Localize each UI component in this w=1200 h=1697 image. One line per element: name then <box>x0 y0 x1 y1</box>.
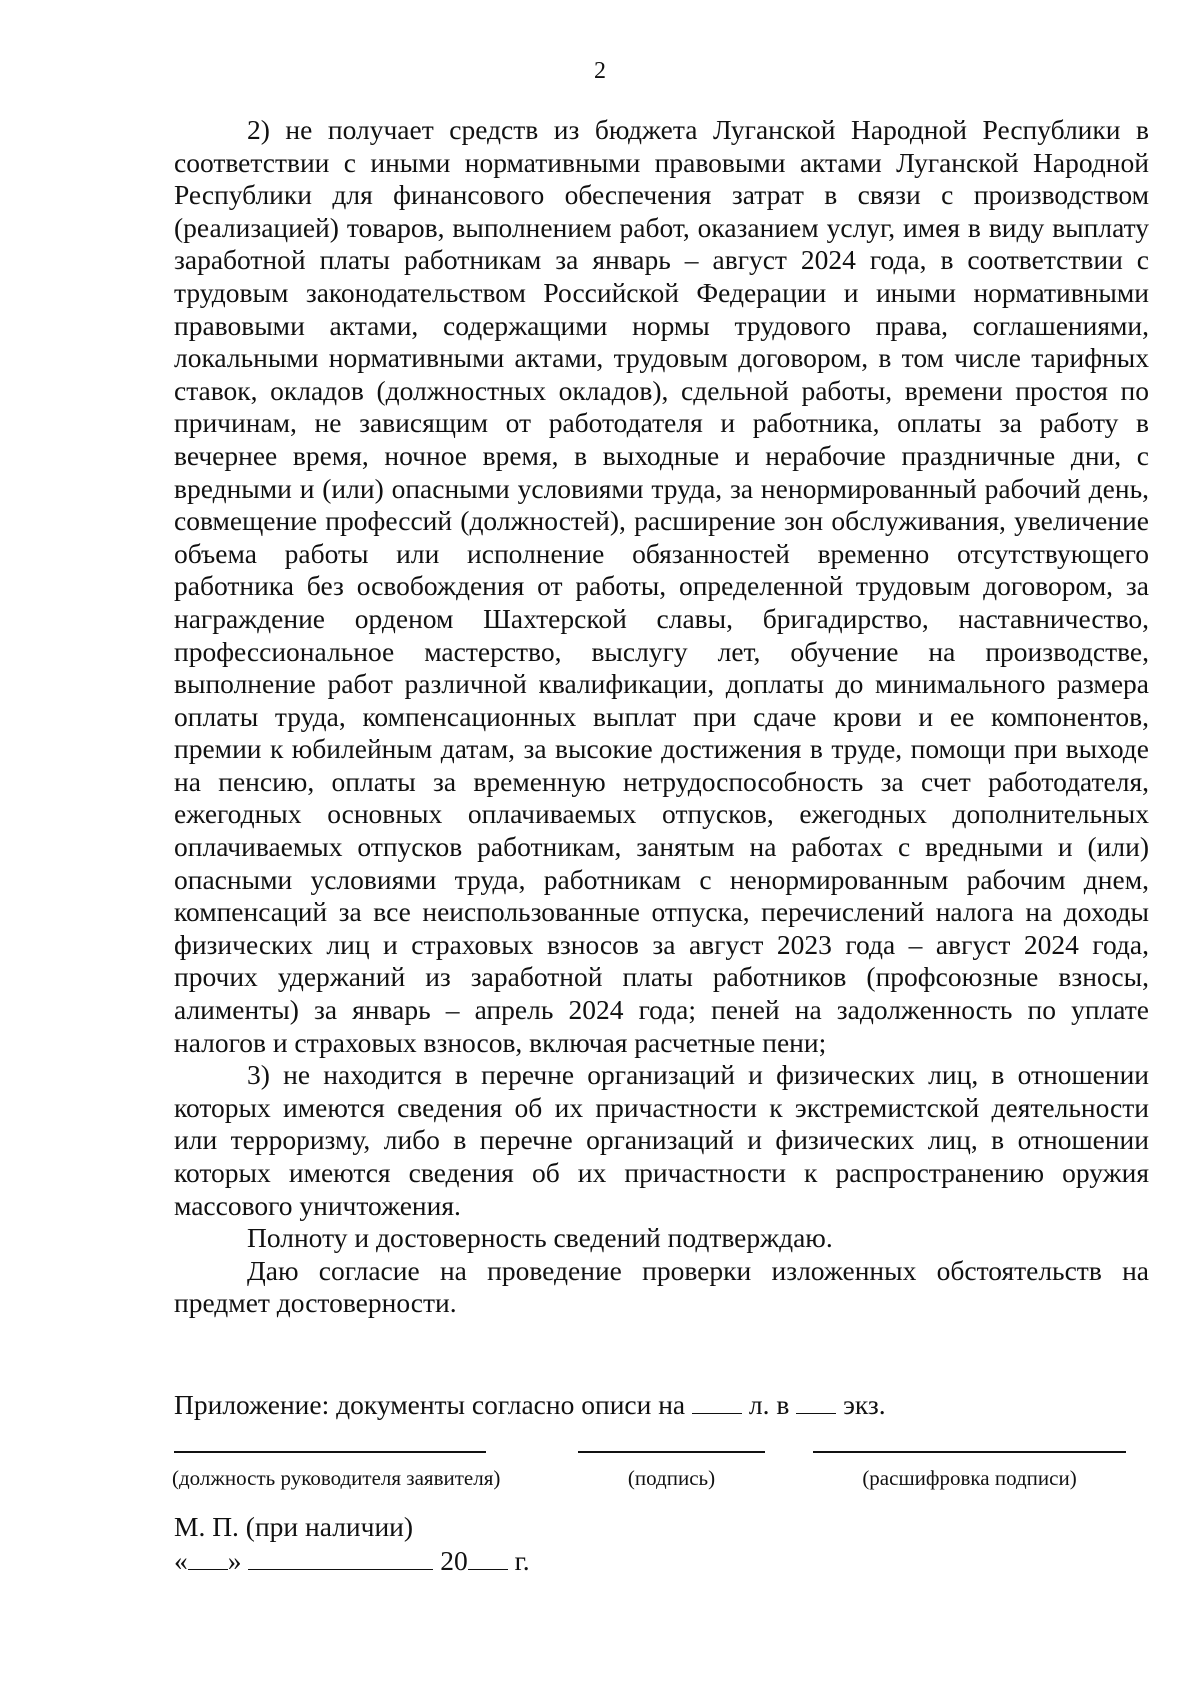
position-label: (должность руководителя заявителя) <box>172 1466 501 1490</box>
signature-line[interactable] <box>578 1451 765 1453</box>
appendix-prefix: Приложение: документы согласно описи на <box>174 1389 686 1420</box>
stamp-place: М. П. (при наличии) <box>174 1511 414 1542</box>
paragraph-item-2: 2) не получает средств из бюджета Луганской Народной Республики в соответствии с иными нормативными правовыми актами Луганской Народной Республики для финансового обеспечения затрат в связи с производством (реализацией) товаров, выполнением работ, оказанием услуг, имея в виду выплату заработной платы работникам за январь – август 2024 года, в соответствии с трудовым законодательством Российской Федерации и иными нормативными правовыми актами, содержащими нормы трудового права, соглашениями, локальными нормативными актами, трудовым договором, в том числе тарифных ставок, окладов (должностных окладов), сдельной работы, времени простоя по причинам, не зависящим от работодателя и работника, оплаты за работу в вечернее время, ночное время, в выходные и нерабочие праздничные дни, с вредными и (или) опасными условиями труда, за ненормированный рабочий день, совмещение профессий (должностей), расширение зон обслуживания, увеличение объема работы или исполнение обязанностей временно отсутствующего работника без освобождения от работы, определенной трудовым договором, за награждение орденом Шахтерской славы, бригадирство, наставничество, профессиональное мастерство, выслугу лет, обучение на производстве, выполнение работ различной квалификации, доплаты до минимального размера оплаты труда, компенсационных выплат при сдаче крови и ее компонентов, премии к юбилейным датам, за высокие достижения в труде, помощи при выходе на пенсию, оплаты за временную нетрудоспособность за счет работодателя, ежегодных основных оплачиваемых отпусков, ежегодных дополнительных оплачиваемых отпусков работникам, занятым на работах с вредными и (или) опасными условиями труда, работникам с ненормированным рабочим днем, компенсаций за все неиспользованные отпуска, перечислений налога на доходы физических лиц и страховых взносов за август 2023 года – август 2024 года, прочих удержаний из заработной платы работников (профсоюзные взносы, алименты) за январь – апрель 2024 года; пеней на задолженность по уплате налогов и страховых взносов, включая расчетные пени; <box>174 114 1149 1058</box>
document-body <box>174 114 1149 1320</box>
signature-decoding-line[interactable] <box>813 1451 1126 1453</box>
consent-paragraph: Даю согласие на проведение проверки изложенных обстоятельств на предмет достоверности. <box>174 1254 1149 1319</box>
signature-decoding-label: (расшифровка подписи) <box>862 1466 1077 1490</box>
appendix-suffix: экз. <box>843 1389 886 1420</box>
year-blank[interactable] <box>468 1547 508 1570</box>
page-number: 2 <box>594 58 606 84</box>
appendix-mid: л. в <box>748 1389 790 1420</box>
confirmation-paragraph: Полноту и достоверность сведений подтверждаю. <box>247 1222 833 1254</box>
sheets-count-blank[interactable] <box>692 1391 742 1414</box>
date-open-quote: « <box>174 1545 188 1576</box>
date-close-quote: » <box>227 1545 242 1576</box>
year-prefix: 20 <box>440 1545 468 1576</box>
position-signature-line[interactable] <box>174 1451 486 1453</box>
year-suffix: г. <box>514 1545 530 1576</box>
paragraph-item-3: 3) не находится в перечне организаций и физических лиц, в отношении которых имеются сведения об их причастности к экстремистской деятельности или терроризму, либо в перечне организаций и физических лиц, в отношении которых имеются сведения об их причастности к распространению оружия массового уничтожения. <box>174 1059 1149 1221</box>
date-line <box>174 1545 530 1577</box>
month-blank[interactable] <box>248 1547 433 1570</box>
signature-label: (подпись) <box>627 1466 716 1490</box>
day-blank[interactable] <box>188 1547 228 1570</box>
copies-count-blank[interactable] <box>796 1391 836 1414</box>
appendix-line <box>174 1389 886 1421</box>
